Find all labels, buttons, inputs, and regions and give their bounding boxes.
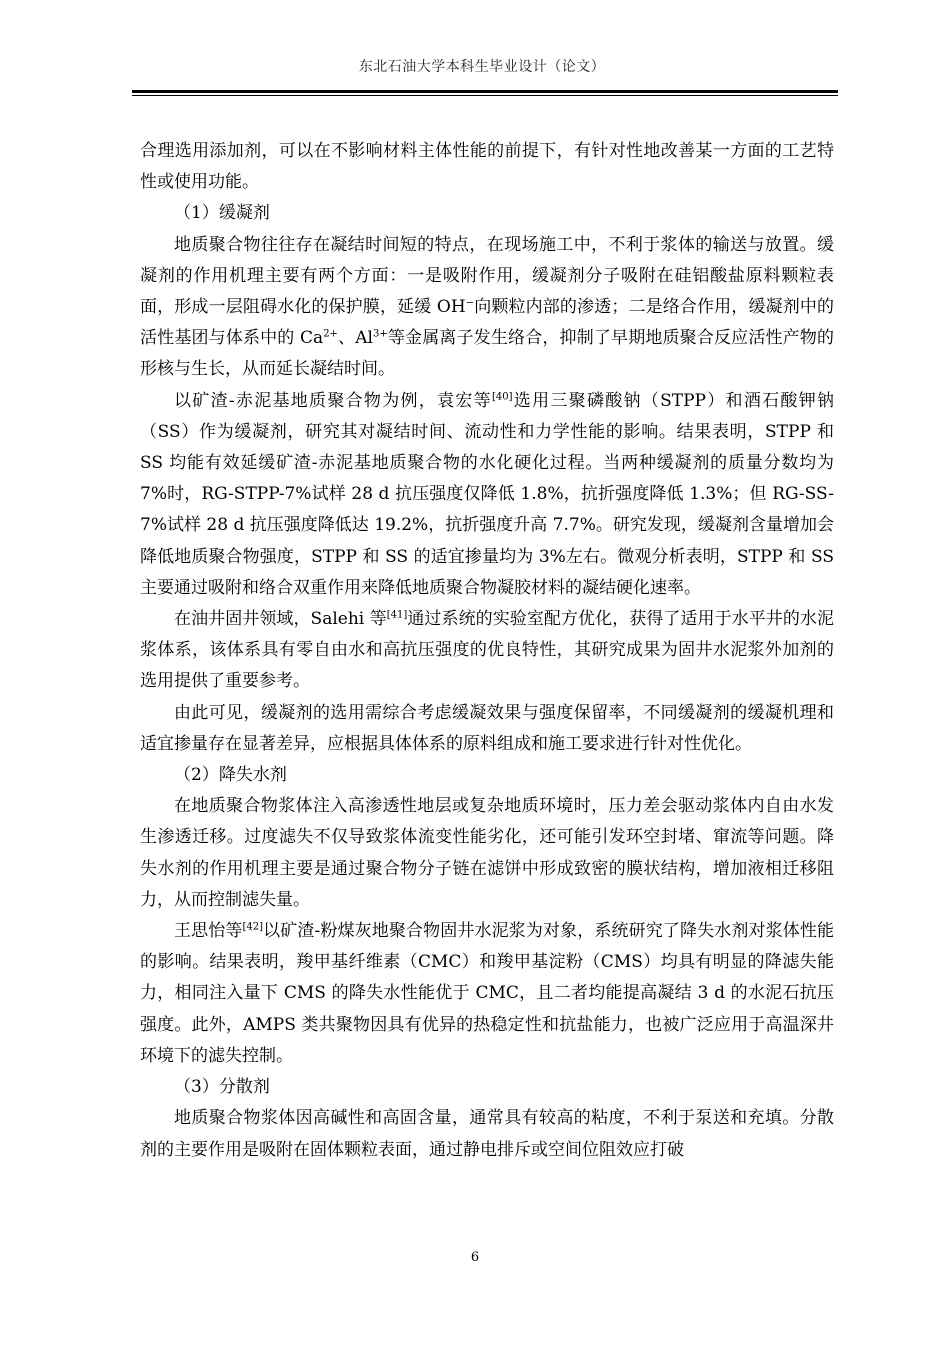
- page-number: 6: [470, 1250, 480, 1265]
- paragraph: 地质聚合物浆体因高碱性和高固含量，通常具有较高的粘度，不利于泵送和充填。分散剂的主要作用是吸附在固体颗粒表面，通过静电排斥或空间位阻效应打破: [140, 1108, 834, 1160]
- paragraph: 以矿渣-赤泥基地质聚合物为例，袁宏等[40]选用三聚磷酸钠（STPP）和酒石酸钾钠（SS）作为缓凝剂，研究其对凝结时间、流动性和力学性能的影响。结果表明，STPP 和 SS 均能有效延缓矿渣-赤泥基地质聚合物的水化硬化过程。当两种缓凝剂的质量分数均为 7%时，RG-STPP-7%试样 28 d 抗压强度仅降低 1.8%，抗折强度降低 1.3%；但 RG-SS-7%试样 28 d 抗压强度降低达 19.2%，抗折强度升高 7.7%。研究发现，缓凝剂含量增加会降低地质聚合物强度，STPP 和 SS 的适宜掺量均为 3%左右。微观分析表明，STPP 和 SS 主要通过吸附和络合双重作用来降低地质聚合物凝胶材料的凝结硬化速率。: [140, 390, 834, 598]
- body-text: [140, 136, 834, 1166]
- paragraph: 合理选用添加剂，可以在不影响材料主体性能的前提下，有针对性地改善某一方面的工艺特性或使用功能。: [140, 141, 834, 193]
- section-heading-dispersant: （3）分散剂: [174, 1077, 270, 1098]
- paragraph: 王思怡等[42]以矿渣-粉煤灰地聚合物固井水泥浆为对象，系统研究了降失水剂对浆体性能的影响。结果表明，羧甲基纤维素（CMC）和羧甲基淀粉（CMS）均具有明显的降滤失能力，相同注入量下 CMS 的降失水性能优于 CMC，且二者均能提高凝结 3 d 的水泥石抗压强度。此外，AMPS 类共聚物因具有优异的热稳定性和抗盐能力，也被广泛应用于高温深井环境下的滤失控制。: [140, 921, 834, 1066]
- section-heading-retarder: （1）缓凝剂: [174, 203, 270, 224]
- paragraph: 地质聚合物往往存在凝结时间短的特点，在现场施工中，不利于浆体的输送与放置。缓凝剂的作用机理主要有两个方面：一是吸附作用，缓凝剂分子吸附在硅铝酸盐原料颗粒表面，形成一层阻碍水化的保护膜，延缓 OH−向颗粒内部的渗透；二是络合作用，缓凝剂中的活性基团与体系中的 $Ca^{2+}$、$Al^{3+}$等金属离子发生络合，抑制了早期地质聚合反应活性产物的形核与生长，从而延长凝结时间。: [140, 234, 835, 380]
- superscript: 3+: [372, 328, 388, 340]
- paragraph: 由此可见，缓凝剂的选用需综合考虑缓凝效果与强度保留率，不同缓凝剂的缓凝机理和适宜掺量存在显著差异，应根据具体体系的原料组成和施工要求进行针对性优化。: [140, 702, 834, 754]
- header-rule-thin: [132, 95, 838, 96]
- header-rule-thick: [132, 90, 838, 93]
- citation: [40]: [491, 390, 513, 402]
- superscript: −: [465, 297, 475, 309]
- citation: [42]: [242, 921, 264, 933]
- superscript: 2+: [323, 328, 338, 340]
- paragraph: 在油井固井领域，Salehi 等[41]通过系统的实验室配方优化，获得了适用于水平井的水泥浆体系，该体系具有零自由水和高抗压强度的优良特性，其研究成果为固井水泥浆外加剂的选用提供了重要参考。: [140, 609, 835, 692]
- running-header: 东北石油大学本科生毕业设计（论文）: [358, 59, 606, 75]
- citation: [41]: [386, 609, 408, 621]
- paragraph: 在地质聚合物浆体注入高渗透性地层或复杂地质环境时，压力差会驱动浆体内自由水发生渗透迁移。过度滤失不仅导致浆体流变性能劣化，还可能引发环空封堵、窜流等问题。降失水剂的作用机理主要是通过聚合物分子链在滤饼中形成致密的膜状结构，增加液相迁移阻力，从而控制滤失量。: [140, 796, 834, 910]
- section-heading-fluid-loss: （2）降失水剂: [174, 765, 287, 786]
